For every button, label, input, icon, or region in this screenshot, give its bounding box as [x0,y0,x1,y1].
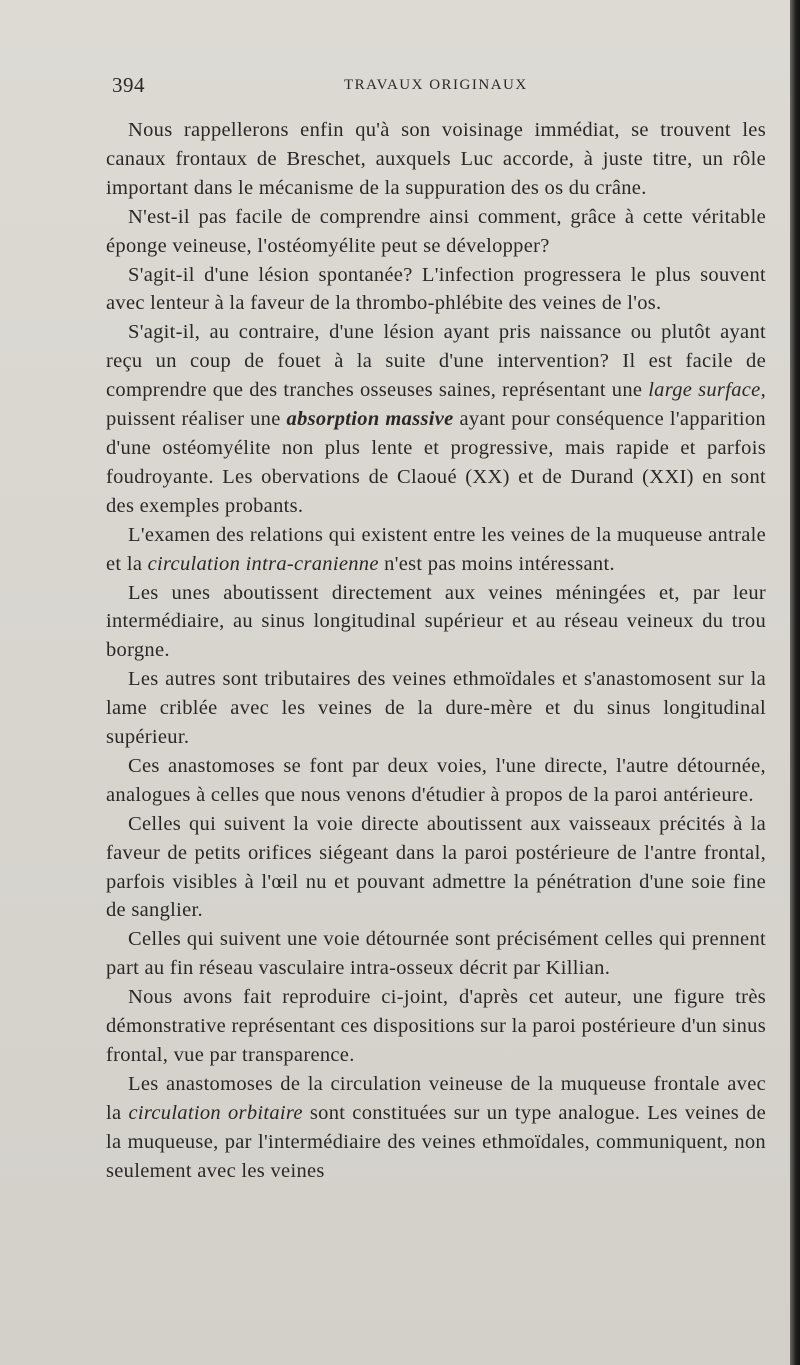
emphasized-text: absorption massive [286,408,454,431]
paragraph [106,983,766,1070]
paragraph [106,752,766,810]
text-run: Les anastomoses de la circulation veineuse de la muqueuse frontale avec la [106,1072,766,1124]
text-run: Les unes aboutissent directement aux veines méningées et, par leur intermédiaire, au sinus longitudinal supérieur et au réseau veineux du trou borgne. [106,581,766,662]
paragraph [106,810,766,926]
paragraph [106,925,766,983]
text-run: ayant pour conséquence l'apparition d'une ostéomyélite non plus lente et progressive, mais rapide et parfois foudroyante. Les obervations de Claoué (XX) et de Durand (XXI) en sont des exemples probants. [106,408,766,517]
book-edge-shadow [790,0,800,1365]
paragraph [106,116,766,203]
text-run: Nous rappellerons enfin qu'à son voisinage immédiat, se trouvent les canaux frontaux de Breschet, auxquels Luc accorde, à juste titre, un rôle important dans le mécanisme de la suppuration des os du crâne. [106,119,766,199]
text-run: S'agit-il d'une lésion spontanée? L'infection progressera le plus souvent avec lenteur à la faveur de la thrombo-phlébite des veines de l'os. [106,263,766,315]
paragraph [106,521,766,579]
text-run: Celles qui suivent une voie détournée sont précisément celles qui prennent part au fin réseau vasculaire intra-osseux décrit par Killian. [106,928,766,980]
text-run: Les autres sont tributaires des veines ethmoïdales et s'anastomosent sur la lame criblée avec les veines de la dure-mère et du sinus longitudinal supérieur. [106,668,766,749]
text-run: sont constituées sur un type analogue. Les veines de la muqueuse, par l'intermédiaire des veines ethmoïdales, communiquent, non seulement avec les veines [106,1101,766,1182]
page-number: 394 [112,73,145,97]
text-run: S'agit-il, au contraire, d'une lésion ayant pris naissance ou plutôt ayant reçu un coup de fouet à la suite d'une intervention? Il est facile de comprendre que des tranches osseuses saines, représentant une [106,321,766,402]
paragraph [106,579,766,666]
emphasized-text: circulation intra-cranienne [147,552,379,575]
running-title: TRAVAUX ORIGINAUX [344,77,528,93]
text-run: Nous avons fait reproduire ci-joint, d'après cet auteur, une figure très démonstrative représentant ces dispositions sur la paroi postérieure d'un sinus frontal, vue par transparence. [106,986,766,1066]
text-run: , puissent réaliser une [106,379,766,431]
text-run: n'est pas moins intéressant. [378,552,615,575]
text-run: Celles qui suivent la voie directe aboutissent aux vaisseaux précités à la faveur de petits orifices siégeant dans la paroi postérieure de l'antre frontal, parfois visibles à l'œil nu et pouvant admettre la pénétration d'une soie fine de sanglier. [106,812,766,922]
paragraph [106,1070,766,1186]
paragraph [106,318,766,520]
text-run: Ces anastomoses se font par deux voies, l'une directe, l'autre détournée, analogues à celles que nous venons d'étudier à propos de la paroi antérieure. [106,754,766,806]
paragraph [106,665,766,752]
emphasized-text: large surface [648,379,761,402]
paragraph [106,203,766,261]
body-text [106,116,766,1186]
text-run: L'examen des relations qui existent entre les veines de la muqueuse antrale et la [106,523,766,575]
emphasized-text: circulation orbitaire [128,1101,303,1124]
paragraph [106,261,766,319]
text-run: N'est-il pas facile de comprendre ainsi comment, grâce à cette véritable éponge veineuse, l'ostéomyélite peut se développer? [106,205,766,257]
page-header [112,73,767,101]
